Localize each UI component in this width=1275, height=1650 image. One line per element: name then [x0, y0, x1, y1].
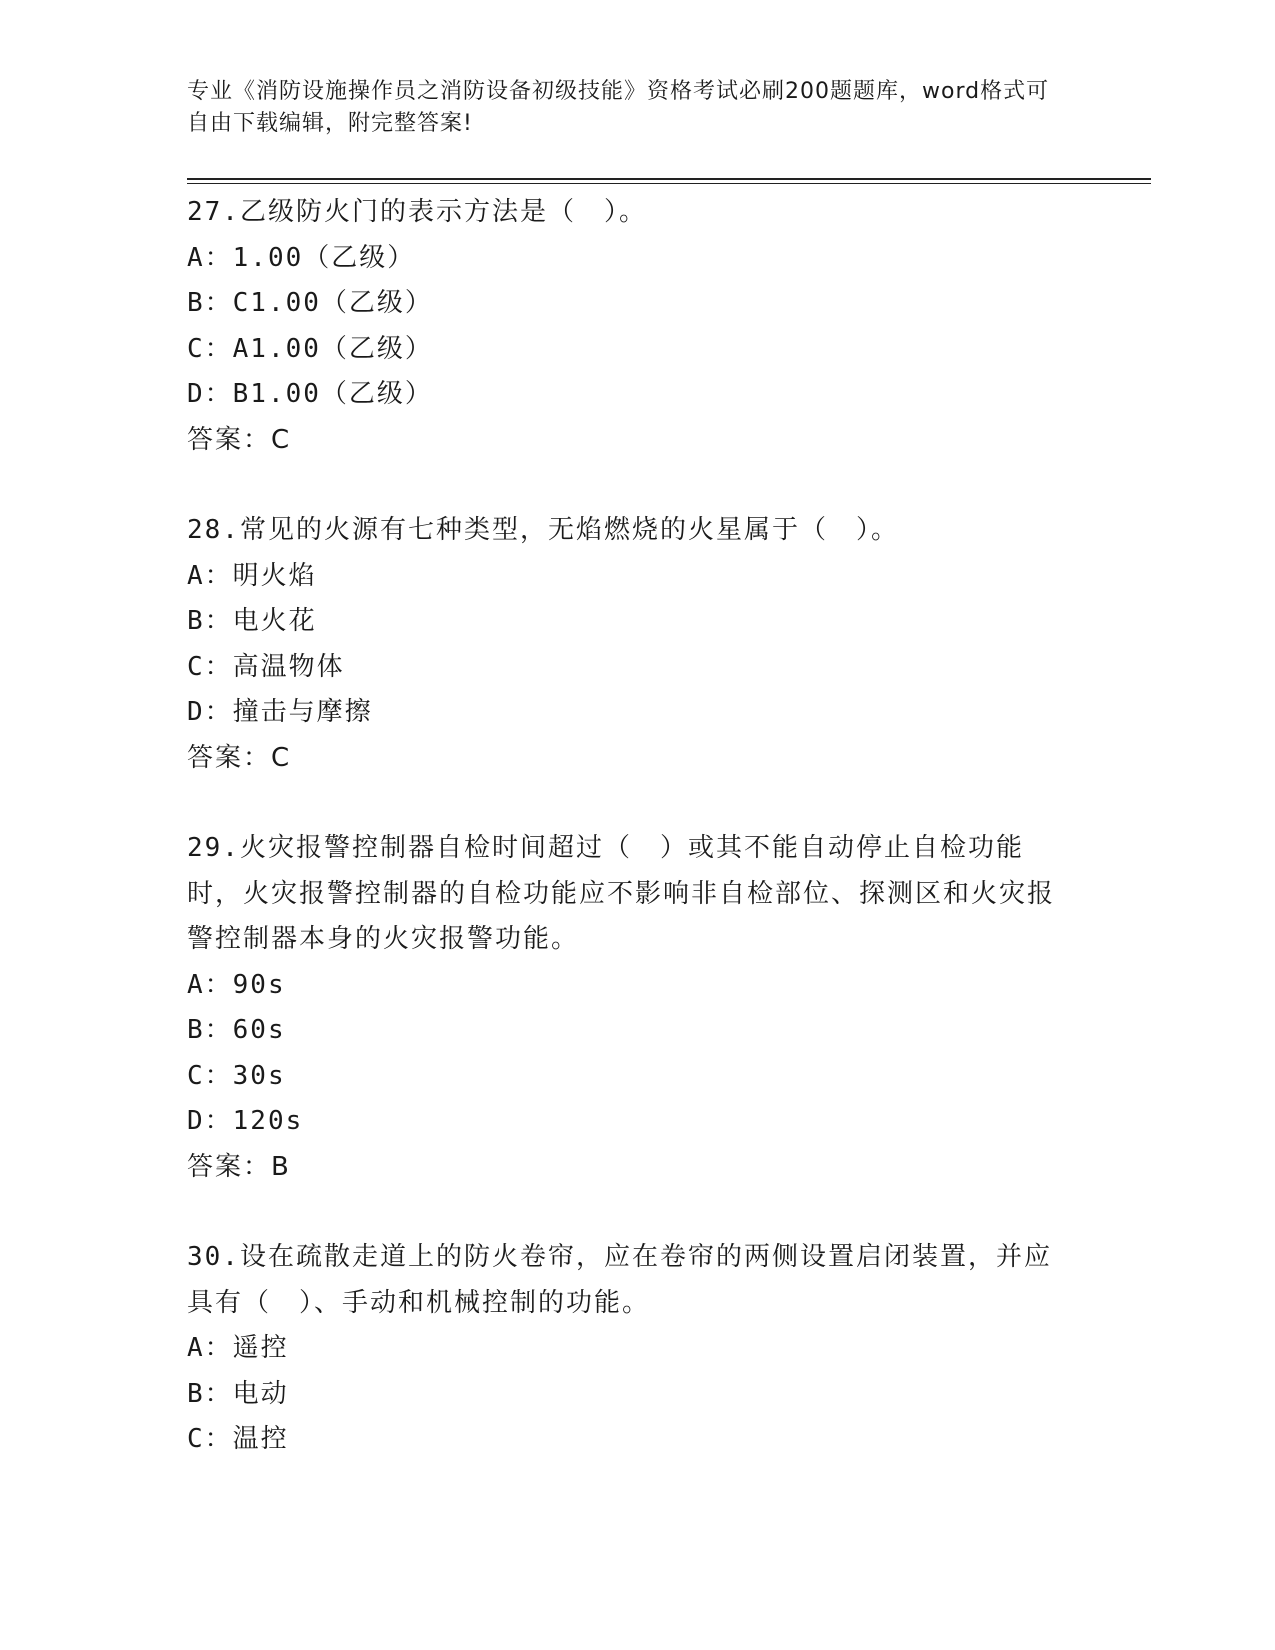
option-c: C：高温物体 — [187, 651, 345, 682]
option-b: B：60s — [187, 1015, 286, 1045]
option-a: A：1.00（乙级） — [187, 242, 416, 273]
document-page — [187, 76, 1147, 1463]
header-divider — [187, 178, 1151, 184]
answer-line: 答案：C — [187, 742, 292, 773]
question-text: 27.乙级防火门的表示方法是（ ）。 — [187, 197, 647, 227]
question-text: 28.常见的火源有七种类型，无焰燃烧的火星属于（ ）。 — [187, 515, 899, 545]
option-a: A：90s — [187, 969, 286, 1000]
document-header: 专业《消防设施操作员之消防设备初级技能》资格考试必刷200题题库，word格式可自由下载编辑，附完整答案! — [187, 79, 1050, 136]
question-27 — [187, 190, 1147, 463]
option-b: B：C1.00（乙级） — [187, 288, 433, 318]
option-d: D：120s — [187, 1106, 304, 1136]
answer-line: 答案：C — [187, 424, 292, 455]
option-b: B：电动 — [187, 1378, 289, 1409]
question-28 — [187, 508, 1147, 781]
question-text: 29.火灾报警控制器自检时间超过（ ）或其不能自动停止自检功能时，火灾报警控制器的自检功能应不影响非自检部位、探测区和火灾报警控制器本身的火灾报警功能。 — [187, 833, 1056, 954]
option-c: C：温控 — [187, 1424, 289, 1454]
option-d: D：B1.00（乙级） — [187, 379, 433, 409]
option-a: A：明火焰 — [187, 560, 317, 591]
option-b: B：电火花 — [187, 606, 317, 636]
option-a: A：遥控 — [187, 1333, 289, 1363]
option-c: C：A1.00（乙级） — [187, 333, 433, 364]
answer-line: 答案：B — [187, 1151, 291, 1182]
option-d: D：撞击与摩擦 — [187, 697, 373, 727]
question-text: 30.设在疏散走道上的防火卷帘，应在卷帘的两侧设置启闭装置，并应具有（ ）、手动和机械控制的功能。 — [187, 1242, 1052, 1318]
option-c: C：30s — [187, 1060, 286, 1091]
question-29 — [187, 826, 1147, 1190]
question-30 — [187, 1235, 1147, 1463]
